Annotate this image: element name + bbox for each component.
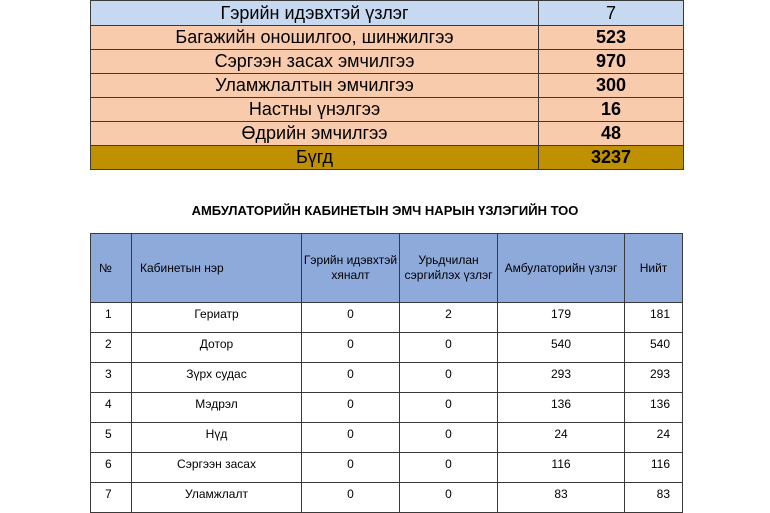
cell-preventive-exam: 0 [400, 453, 498, 483]
cell-home-monitoring: 0 [302, 393, 400, 423]
summary-row-name: Настны үнэлгээ [91, 98, 539, 122]
cell-total: 136 [625, 393, 683, 423]
header-cabinet-name: Кабинетын нэр [132, 234, 302, 303]
cell-cabinet-name: Сэргээн засах [132, 453, 302, 483]
summary-row [91, 122, 684, 146]
cell-total: 181 [625, 303, 683, 333]
summary-row-value: 16 [539, 98, 684, 122]
summary-row-name: Уламжлалтын эмчилгээ [91, 74, 539, 98]
cell-total: 540 [625, 333, 683, 363]
summary-row [91, 1, 684, 26]
summary-row-name: Багажийн оношилгоо, шинжилгээ [91, 26, 539, 50]
cell-ambulatory-exam: 24 [498, 423, 625, 453]
summary-row-value: 970 [539, 50, 684, 74]
cell-home-monitoring: 0 [302, 303, 400, 333]
summary-table [90, 0, 684, 170]
summary-row-value: 7 [539, 1, 684, 26]
cell-no: 5 [91, 423, 132, 453]
summary-row-value: 300 [539, 74, 684, 98]
cell-ambulatory-exam: 116 [498, 453, 625, 483]
table-row [91, 423, 683, 453]
table-row [91, 333, 683, 363]
section-title: АМБУЛАТОРИЙН КАБИНЕТЫН ЭМЧ НАРЫН ҮЗЛЭГИЙН ТОО [191, 203, 579, 218]
cell-total: 24 [625, 423, 683, 453]
summary-row [91, 26, 684, 50]
summary-row [91, 74, 684, 98]
cell-total: 116 [625, 453, 683, 483]
cell-no: 6 [91, 453, 132, 483]
cell-home-monitoring: 0 [302, 333, 400, 363]
summary-total-name: Бүгд [91, 146, 539, 170]
table-row [91, 483, 683, 513]
summary-total-row [91, 146, 684, 170]
summary-row-value: 523 [539, 26, 684, 50]
cell-preventive-exam: 2 [400, 303, 498, 333]
header-home-monitoring: Гэрийн идэвхтэй хяналт [302, 234, 400, 303]
header-preventive-exam: Урьдчилан сэргийлэх үзлэг [400, 234, 498, 303]
cell-no: 2 [91, 333, 132, 363]
table-row [91, 303, 683, 333]
cell-cabinet-name: Дотор [132, 333, 302, 363]
cell-preventive-exam: 0 [400, 483, 498, 513]
summary-row [91, 98, 684, 122]
cell-cabinet-name: Зүрх судас [132, 363, 302, 393]
table-row [91, 363, 683, 393]
summary-row-value: 48 [539, 122, 684, 146]
cell-no: 1 [91, 303, 132, 333]
cell-no: 7 [91, 483, 132, 513]
header-total: Нийт [625, 234, 683, 303]
cell-home-monitoring: 0 [302, 453, 400, 483]
cell-ambulatory-exam: 293 [498, 363, 625, 393]
cell-total: 83 [625, 483, 683, 513]
summary-row-name: Сэргээн засах эмчилгээ [91, 50, 539, 74]
cell-no: 4 [91, 393, 132, 423]
cell-preventive-exam: 0 [400, 363, 498, 393]
cell-cabinet-name: Гериатр [132, 303, 302, 333]
table-row [91, 393, 683, 423]
cell-home-monitoring: 0 [302, 363, 400, 393]
cell-preventive-exam: 0 [400, 333, 498, 363]
table-header-row [91, 234, 683, 303]
cell-ambulatory-exam: 136 [498, 393, 625, 423]
cell-ambulatory-exam: 179 [498, 303, 625, 333]
summary-row [91, 50, 684, 74]
cell-no: 3 [91, 363, 132, 393]
header-ambulatory-exam: Амбулаторийн үзлэг [498, 234, 625, 303]
cell-ambulatory-exam: 540 [498, 333, 625, 363]
cell-cabinet-name: Уламжлалт [132, 483, 302, 513]
summary-row-name: Гэрийн идэвхтэй үзлэг [91, 1, 539, 26]
summary-row-name: Өдрийн эмчилгээ [91, 122, 539, 146]
cell-cabinet-name: Мэдрэл [132, 393, 302, 423]
cell-home-monitoring: 0 [302, 423, 400, 453]
cabinet-exams-table [90, 233, 683, 513]
cell-cabinet-name: Нүд [132, 423, 302, 453]
summary-total-value: 3237 [539, 146, 684, 170]
table-row [91, 453, 683, 483]
cell-total: 293 [625, 363, 683, 393]
cell-home-monitoring: 0 [302, 483, 400, 513]
cell-ambulatory-exam: 83 [498, 483, 625, 513]
cell-preventive-exam: 0 [400, 423, 498, 453]
header-no: № [91, 234, 132, 303]
cell-preventive-exam: 0 [400, 393, 498, 423]
